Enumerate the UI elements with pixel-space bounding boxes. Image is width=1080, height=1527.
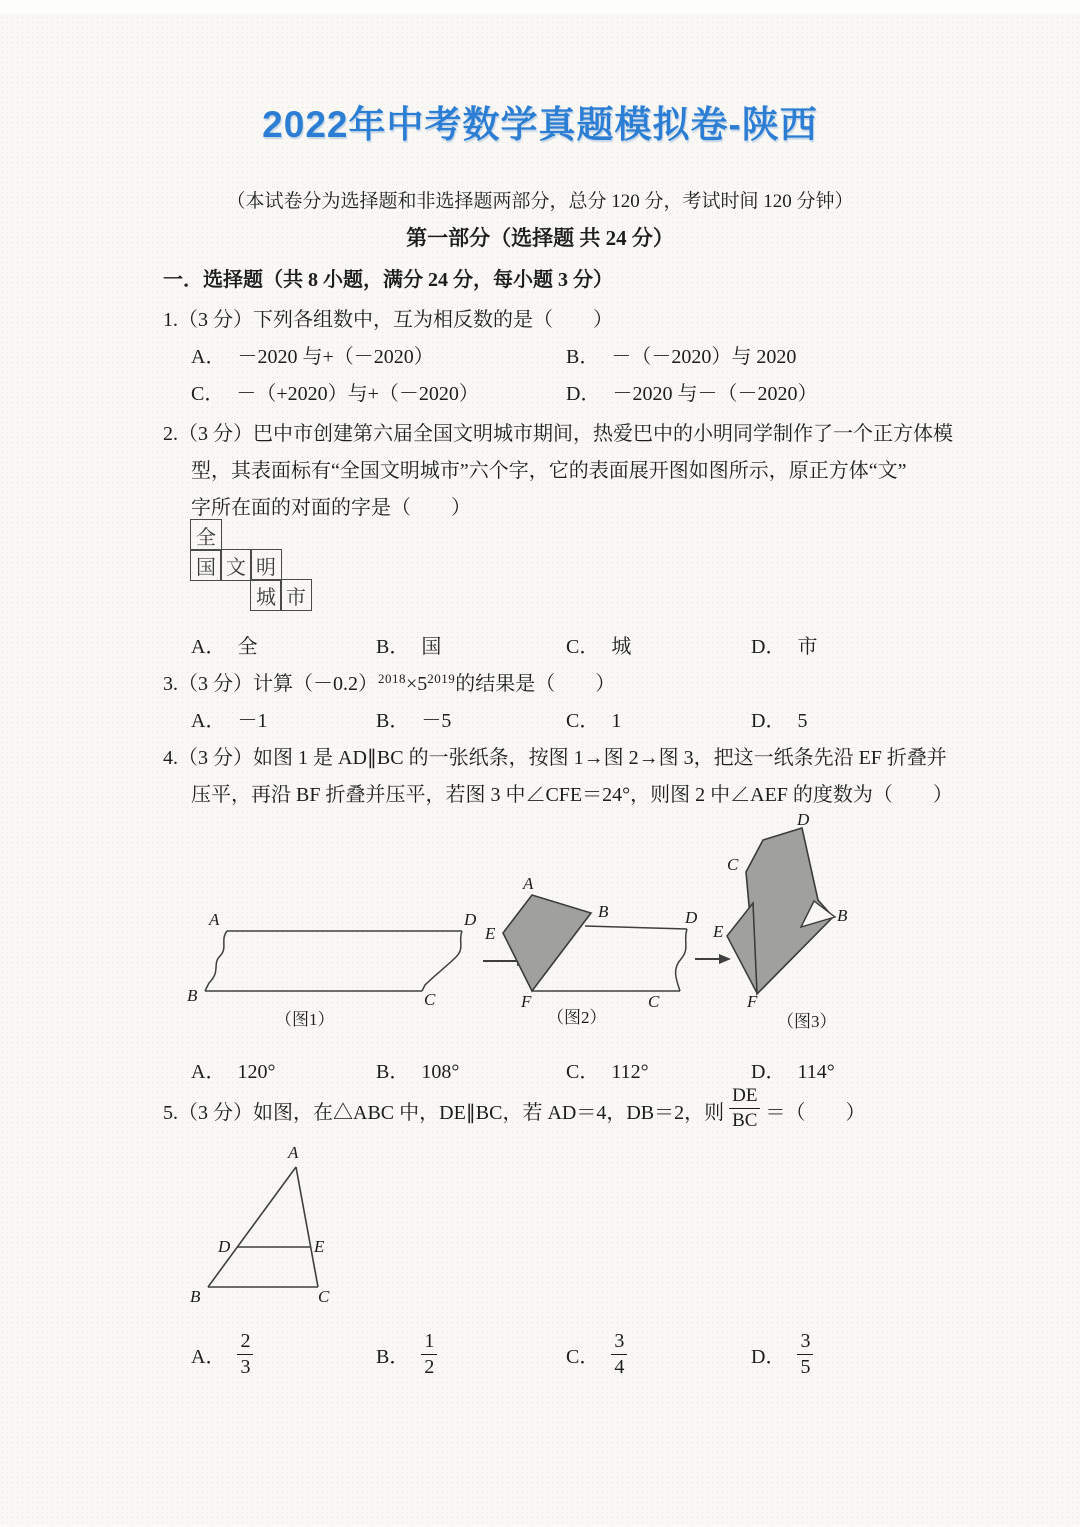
option-label: C． [566,1061,600,1083]
option-label: C． [191,383,225,405]
tri-label-a: A [288,1143,299,1162]
fraction-denominator: 5 [800,1355,811,1378]
q5-option-d [751,1326,813,1382]
option-label: B． [376,636,410,658]
question-3-text [163,667,615,696]
net-cell-shi: 市 [280,579,312,611]
question-2-line3: 字所在面的对面的字是（ ） [191,497,471,519]
option-label: D． [751,1061,786,1083]
figure-1 [205,931,462,991]
option-label: C． [566,710,600,732]
option-value: 5 [797,710,808,732]
option-label: B． [376,1061,410,1083]
fig3-label-f: F [747,992,758,1011]
cube-net-figure [190,519,320,619]
option-label: B． [566,346,600,368]
net-cell-guo: 国 [190,549,222,581]
fraction-de-bc [729,1086,760,1131]
fig1-label-b: B [187,986,198,1005]
fig1-label-d: D [464,910,477,929]
option-value: －2020 与+（－2020） [237,346,434,368]
fig2-label-f: F [521,992,532,1011]
q3-option-b [376,704,451,733]
option-label: A． [191,710,226,732]
tri-label-d: D [218,1237,231,1256]
option-value: 市 [797,636,818,658]
option-value: 国 [421,636,442,658]
fig3-label-c: C [727,855,739,874]
option-fraction [421,1331,437,1378]
option-value: －2020 与－（－2020） [612,383,818,405]
exam-title: 2022年中考数学真题模拟卷-陕西 [262,104,818,145]
fraction-numerator: 3 [611,1331,627,1355]
q3-exponent-2: 2019 [427,671,456,686]
fig3-caption: （图3） [777,1012,837,1031]
fig1-caption: （图1） [275,1010,335,1029]
option-value: 1 [611,710,622,732]
figure-2 [503,895,687,991]
fig2-label-c: C [648,992,660,1011]
question-1-text: 1.（3 分）下列各组数中，互为相反数的是（ ） [163,309,613,331]
q2-option-c [566,630,631,659]
q3-option-c [566,704,621,733]
fraction-denominator: 2 [424,1355,435,1378]
net-cell-ming: 明 [250,549,282,581]
q1-option-a [191,340,434,369]
q5-prefix: 5.（3 分）如图，在△ABC 中，DE∥BC，若 AD＝4，DB＝2，则 [163,1101,725,1124]
option-value: 112° [611,1061,649,1083]
q5-triangle-figure [170,1140,370,1310]
q4-option-b [376,1055,459,1084]
fraction-denominator: 4 [614,1355,625,1378]
fraction-numerator: 1 [421,1331,437,1355]
fig2-label-a: A [523,874,534,893]
tri-label-b: B [190,1287,201,1306]
fig3-label-e: E [713,922,724,941]
option-value: 全 [237,636,258,658]
net-cell-cheng: 城 [250,579,282,611]
fraction-numerator: DE [729,1086,760,1109]
q3-option-d [751,704,807,733]
question-2-line1: 2.（3 分）巴中市创建第六届全国文明城市期间，热爱巴中的小明同学制作了一个正方体模 [163,423,953,445]
q4-option-c [566,1055,649,1084]
q4-option-d [751,1055,835,1084]
option-value: 108° [421,1061,460,1083]
q3-suffix: 的结果是（ ） [455,673,616,695]
option-label: B． [376,1345,410,1368]
net-cell-quan: 全 [190,519,222,551]
option-label: A． [191,1345,226,1368]
option-label: A． [191,1061,226,1083]
section1-header: 一．选择题（共 8 小题，满分 24 分，每小题 3 分） [163,269,613,291]
q2-option-a [191,630,257,659]
option-value: －1 [237,710,268,732]
option-label: D． [566,383,601,405]
q3-prefix: 3.（3 分）计算（－0.2） [163,673,378,695]
q4-option-a [191,1055,275,1084]
fig1-label-c: C [424,990,436,1009]
option-fraction [611,1331,627,1378]
tri-label-e: E [314,1237,325,1256]
figure-3 [727,828,835,994]
option-value: －5 [421,710,452,732]
q4-figures [185,813,885,1045]
fraction-numerator: 3 [797,1331,813,1355]
fig2-label-e: E [485,924,496,943]
fraction-denominator: 3 [240,1355,251,1378]
fig2-caption: （图2） [547,1008,607,1027]
option-label: C． [566,636,600,658]
option-label: D． [751,636,786,658]
q5-option-a [191,1326,253,1382]
fraction-numerator: 2 [237,1331,253,1355]
triangle-lines [208,1167,318,1287]
q5-option-c [566,1326,627,1382]
option-label: D． [751,1345,786,1368]
option-label: B． [376,710,410,732]
q3-mid: ×5 [406,673,428,695]
q5-option-b [376,1326,437,1382]
fig2-label-b: B [598,902,609,921]
q1-option-d [566,377,817,406]
option-fraction [237,1331,253,1378]
option-label: A． [191,636,226,658]
option-value: 114° [797,1061,835,1083]
q5-suffix: ＝（ ） [765,1101,866,1124]
option-value: 120° [237,1061,276,1083]
question-5-text [163,1086,865,1134]
net-cell-wen: 文 [220,549,252,581]
option-value: －（+2020）与+（－2020） [236,383,479,405]
part1-header: 第一部分（选择题 共 24 分） [406,226,674,250]
option-label: A． [191,346,226,368]
q1-option-b [566,340,796,369]
q2-option-b [376,630,441,659]
option-label: C． [566,1345,600,1368]
fig2-label-d: D [685,908,698,927]
exam-subtitle: （本试卷分为选择题和非选择题两部分，总分 120 分，考试时间 120 分钟） [226,191,854,212]
question-4-line1: 4.（3 分）如图 1 是 AD∥BC 的一张纸条，按图 1→图 2→图 3，把这一纸条先沿 EF 折叠并 [163,747,947,769]
option-value: 城 [611,636,632,658]
option-value: －（－2020）与 2020 [611,346,797,368]
option-label: D． [751,710,786,732]
q1-option-c [191,377,479,406]
arrow-icon [695,954,731,964]
option-fraction [797,1331,813,1378]
fraction-denominator: BC [732,1109,758,1131]
page-top-margin [0,0,1080,14]
question-2-line2: 型，其表面标有“全国文明城市”六个字，它的表面展开图如图所示，原正方体“文” [191,460,907,482]
fig1-label-a: A [209,910,220,929]
tri-label-c: C [318,1287,330,1306]
q3-option-a [191,704,267,733]
question-4-line2: 压平，再沿 BF 折叠并压平，若图 3 中∠CFE＝24°，则图 2 中∠AEF 的度数为（ ） [191,784,953,806]
fig3-label-b: B [837,906,848,925]
fig3-label-d: D [797,813,810,829]
q3-exponent-1: 2018 [378,671,406,686]
q2-option-d [751,630,817,659]
